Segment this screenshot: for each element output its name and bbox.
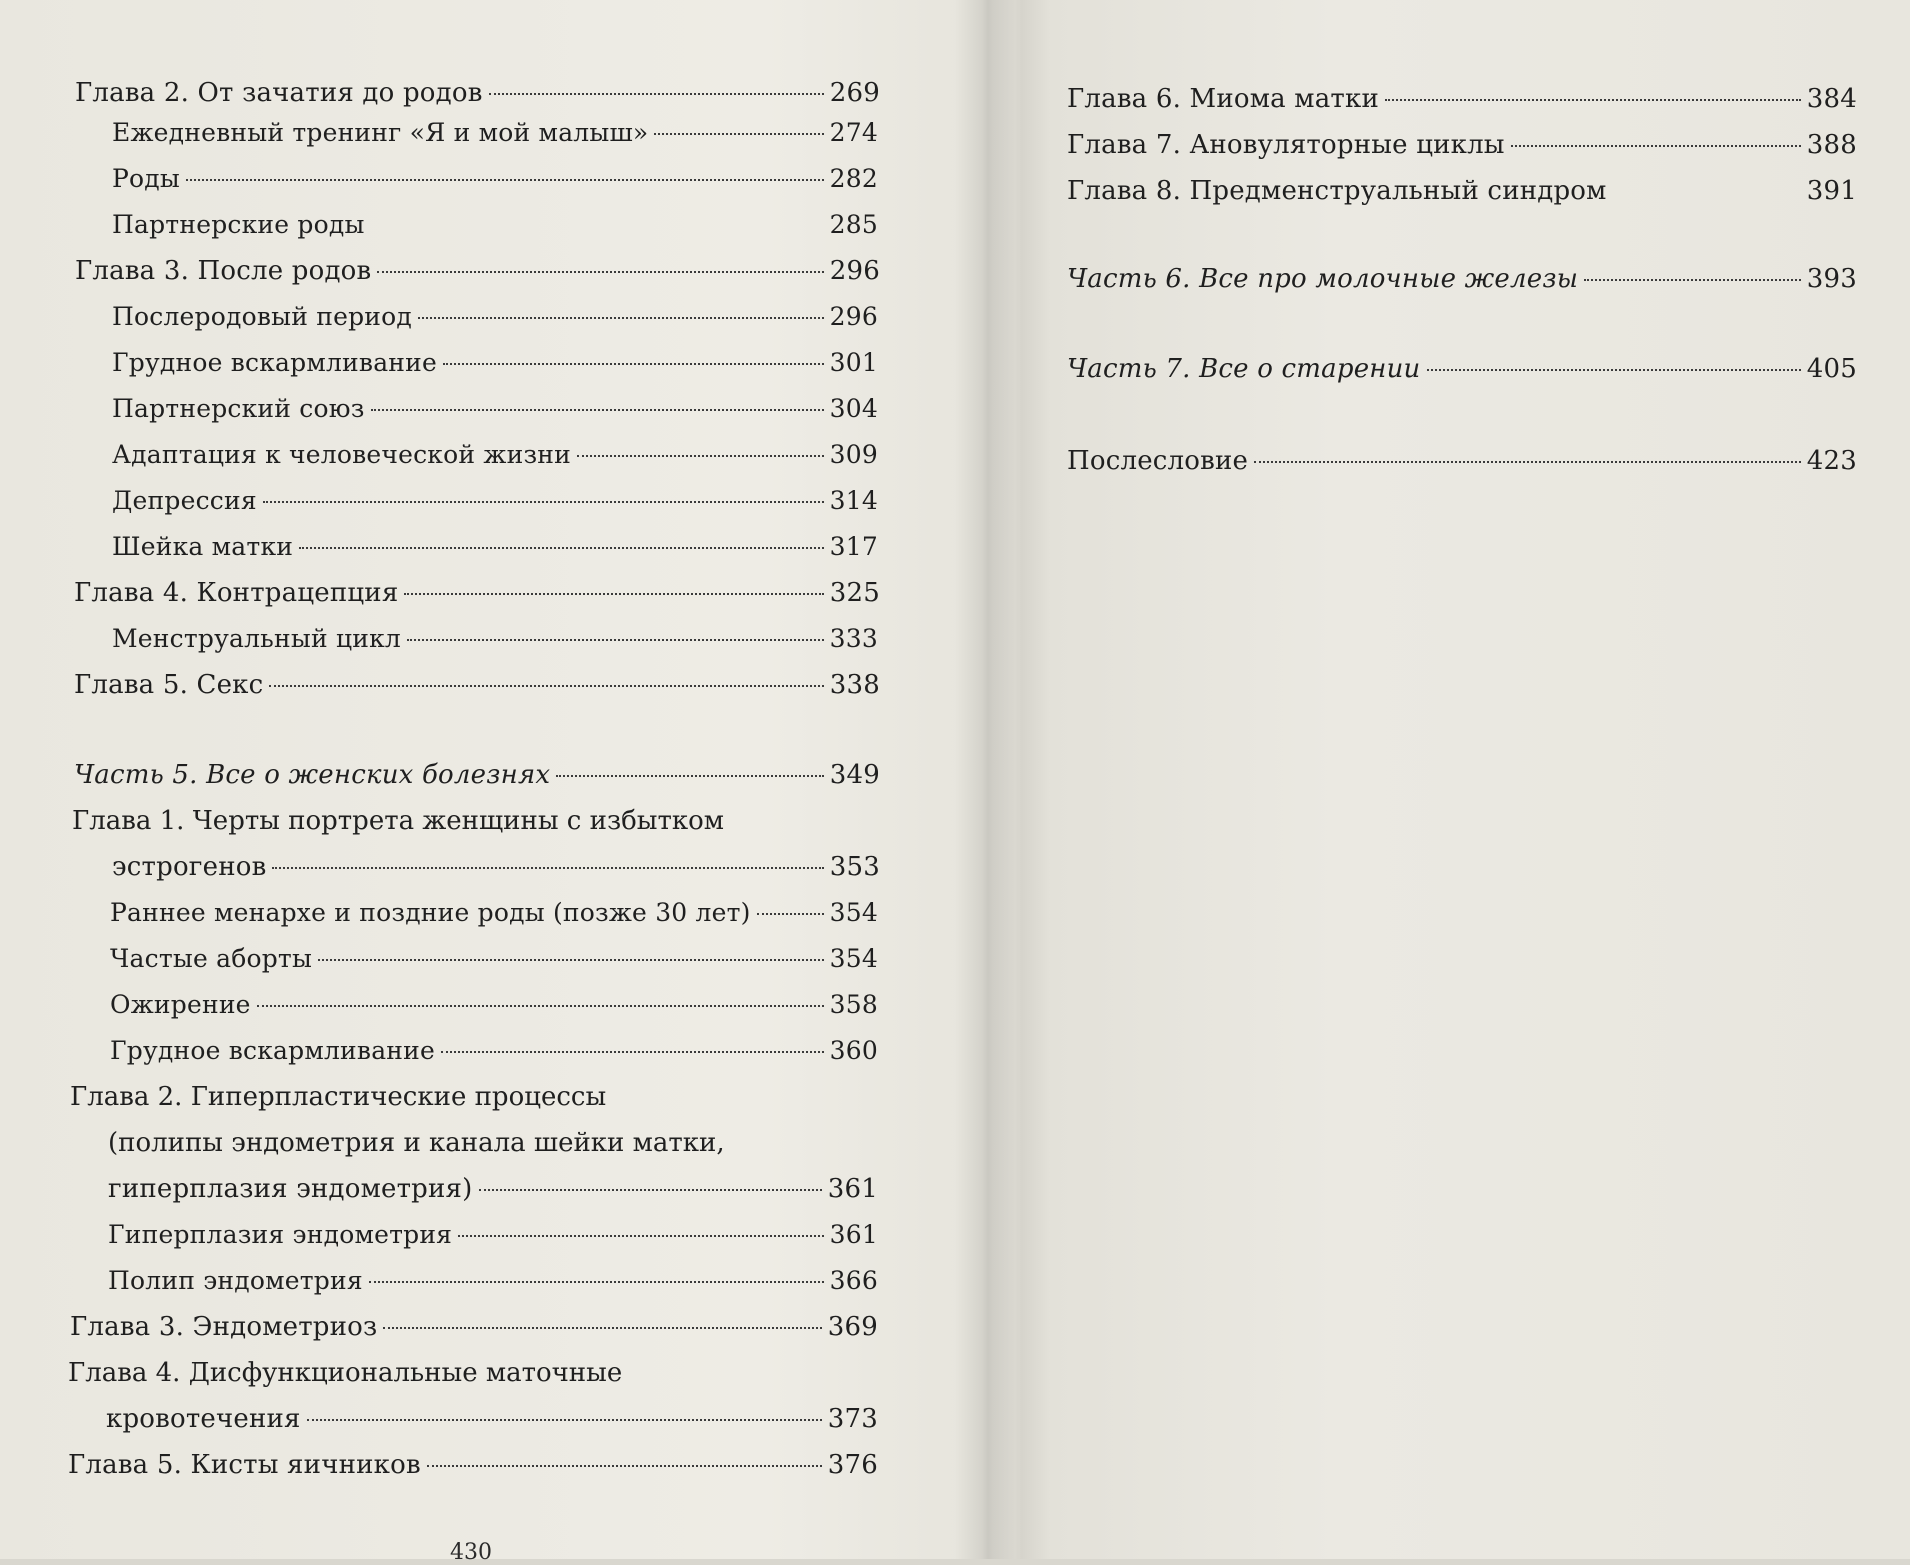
toc-entry-title: Депрессия — [112, 486, 257, 515]
toc-entry-title: Грудное вскармливание — [110, 1036, 436, 1065]
toc-entry-title: Менструальный цикл — [112, 624, 402, 653]
dot-leader — [458, 1235, 824, 1237]
toc-entry-title: Гиперплазия эндометрия — [108, 1220, 453, 1249]
toc-entry-title: Часть 5. Все о женских болезнях — [74, 760, 551, 790]
dot-leader — [407, 639, 824, 641]
toc-entry-page: 360 — [829, 1036, 878, 1065]
toc-entry-title-continuation: кровотечения — [106, 1404, 301, 1434]
toc-entry-title: Глава 6. Миома матки — [1067, 84, 1379, 114]
toc-entry — [110, 944, 878, 973]
toc-entry — [110, 990, 878, 1019]
toc-entry-title: Раннее менархе и поздние роды (позже 30 лет) — [110, 898, 751, 927]
toc-entry-title: Глава 3. Эндометриоз — [70, 1312, 378, 1342]
toc-entry — [112, 624, 878, 653]
dot-leader — [272, 867, 823, 869]
toc-entry-title-continuation: гиперплазия эндометрия) — [108, 1174, 473, 1204]
toc-entry-page: 274 — [829, 118, 878, 147]
toc-entry — [75, 256, 880, 286]
dot-leader — [269, 685, 823, 687]
toc-entry-page: 405 — [1806, 354, 1857, 384]
dot-leader — [307, 1419, 822, 1421]
toc-entry — [112, 486, 878, 515]
dot-leader — [257, 1005, 824, 1007]
dot-leader — [757, 913, 824, 915]
toc-entry-page: 309 — [829, 440, 878, 469]
dot-leader — [263, 501, 824, 503]
dot-leader — [299, 547, 824, 549]
toc-entry-title: Глава 1. Черты портрета женщины с избытком — [72, 806, 724, 836]
toc-entry — [1067, 176, 1857, 206]
dot-leader — [1584, 279, 1801, 281]
toc-entry-title: Послеродовый период — [112, 302, 412, 331]
toc-entry-part — [1067, 264, 1857, 294]
dot-leader — [1254, 461, 1801, 463]
toc-entry-page: 423 — [1806, 446, 1857, 476]
toc-entry-title: Партнерские роды — [112, 210, 365, 239]
toc-entry-page: 391 — [1806, 176, 1857, 206]
toc-entry-title: Глава 4. Контрацепция — [74, 578, 399, 608]
toc-entry — [112, 852, 880, 882]
toc-entry-page: 285 — [829, 210, 878, 239]
toc-entry-part — [1067, 354, 1857, 384]
toc-entry-page: 373 — [827, 1404, 878, 1434]
toc-entry-page: 361 — [829, 1220, 878, 1249]
toc-entry-title: Ожирение — [110, 990, 251, 1019]
toc-entry-page: 393 — [1806, 264, 1857, 294]
dot-leader — [443, 363, 824, 365]
toc-entry-page: 361 — [827, 1174, 878, 1204]
toc-entry — [108, 1174, 878, 1204]
toc-entry-page: 388 — [1806, 130, 1857, 160]
toc-entry-title-continuation: эстрогенов — [112, 852, 267, 882]
toc-entry-page: 325 — [829, 578, 880, 608]
toc-entry-title: Послесловие — [1067, 446, 1249, 476]
toc-entry — [112, 302, 878, 331]
toc-entry-page: 369 — [827, 1312, 878, 1342]
toc-entry — [75, 78, 880, 108]
toc-entry — [112, 532, 878, 561]
toc-entry-title: Глава 7. Ановуляторные циклы — [1067, 130, 1505, 160]
page-number: 430 — [450, 1540, 492, 1565]
toc-entry-page: 269 — [829, 78, 880, 108]
toc-entry-page: 354 — [829, 944, 878, 973]
toc-entry — [112, 164, 878, 193]
toc-entry-title: Грудное вскармливание — [112, 348, 438, 377]
toc-entry-page: 376 — [827, 1450, 878, 1480]
toc-entry-title: Глава 3. После родов — [75, 256, 372, 286]
toc-entry-title: Частые аборты — [110, 944, 313, 973]
dot-leader — [418, 317, 824, 319]
toc-entry-page: 314 — [829, 486, 878, 515]
dot-leader — [369, 1281, 824, 1283]
toc-entry-page: 358 — [829, 990, 878, 1019]
toc-entry-page: 296 — [829, 256, 880, 286]
toc-entry — [110, 1036, 878, 1065]
toc-entry — [1067, 446, 1857, 476]
dot-leader — [404, 593, 823, 595]
toc-entry — [106, 1404, 878, 1434]
toc-entry-page: 384 — [1806, 84, 1857, 114]
dot-leader — [318, 959, 824, 961]
toc-entry — [112, 210, 878, 239]
toc-entry — [112, 394, 878, 423]
dot-leader — [479, 1189, 822, 1191]
toc-entry-title: Полип эндометрия — [108, 1266, 363, 1295]
toc-entry-title: Часть 6. Все про молочные железы — [1067, 264, 1579, 294]
toc-entry — [108, 1266, 878, 1295]
dot-leader — [383, 1327, 821, 1329]
toc-entry-page: 333 — [829, 624, 878, 653]
toc-entry — [74, 578, 880, 608]
toc-entry-title: Адаптация к человеческой жизни — [112, 440, 572, 469]
toc-entry-page: 354 — [829, 898, 878, 927]
toc-entry-title: Глава 5. Кисты яичников — [68, 1450, 421, 1480]
dot-leader — [1427, 369, 1801, 371]
toc-entry-title: Часть 7. Все о старении — [1067, 354, 1421, 384]
toc-entry-title: Глава 4. Дисфункциональные маточные — [68, 1358, 623, 1388]
toc-entry-page: 338 — [829, 670, 880, 700]
dot-leader — [427, 1465, 822, 1467]
toc-entry-page: 353 — [829, 852, 880, 882]
dot-leader — [577, 455, 824, 457]
toc-entry-title-continuation: (полипы эндометрия и канала шейки матки, — [108, 1128, 725, 1158]
toc-entry-title: Ежедневный тренинг «Я и мой малыш» — [112, 118, 649, 147]
dot-leader — [186, 179, 824, 181]
toc-entry — [70, 1312, 878, 1342]
dot-leader — [371, 409, 824, 411]
toc-entry — [112, 118, 878, 147]
toc-entry — [108, 1220, 878, 1249]
toc-entry — [112, 440, 878, 469]
toc-entry-part — [74, 760, 880, 790]
toc-entry — [110, 898, 878, 927]
toc-entry-page: 317 — [829, 532, 878, 561]
toc-entry — [1067, 84, 1857, 114]
dot-leader — [654, 133, 823, 135]
dot-leader — [489, 93, 824, 95]
dot-leader — [1511, 145, 1801, 147]
toc-entry-page: 301 — [829, 348, 878, 377]
dot-leader — [1385, 99, 1801, 101]
toc-entry-title: Глава 2. Гиперпластические процессы — [70, 1082, 607, 1112]
dot-leader — [556, 775, 824, 777]
toc-entry-page: 304 — [829, 394, 878, 423]
toc-entry-page: 296 — [829, 302, 878, 331]
toc-entry — [1067, 130, 1857, 160]
toc-entry-title: Глава 5. Секс — [74, 670, 264, 700]
toc-entry-title: Партнерский союз — [112, 394, 365, 423]
dot-leader — [441, 1051, 824, 1053]
toc-entry-title: Шейка матки — [112, 532, 294, 561]
toc-entry-title: Глава 2. От зачатия до родов — [75, 78, 483, 108]
dot-leader — [377, 271, 823, 273]
toc-entry-page: 366 — [829, 1266, 878, 1295]
toc-entry-page: 349 — [829, 760, 880, 790]
toc-entry — [68, 1450, 878, 1480]
toc-entry-title: Роды — [112, 164, 180, 193]
toc-entry-page: 282 — [829, 164, 878, 193]
right-page — [985, 0, 1910, 1559]
toc-entry — [112, 348, 878, 377]
toc-entry — [74, 670, 880, 700]
toc-entry-title: Глава 8. Предменструальный синдром — [1067, 176, 1607, 206]
